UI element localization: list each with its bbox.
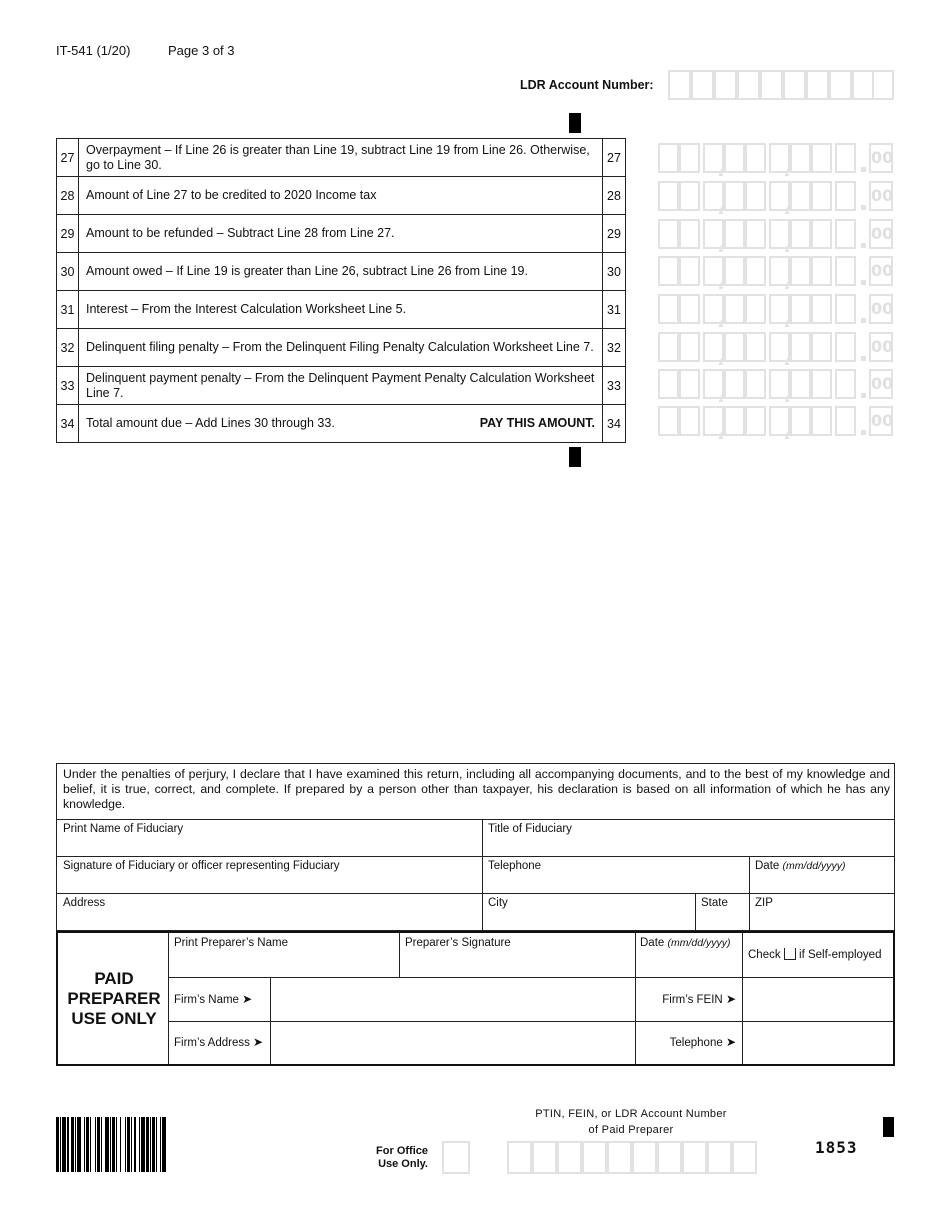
digit-box <box>658 219 679 249</box>
preparer-name-label: Print Preparer’s Name <box>174 937 288 949</box>
cents-box: 00 <box>869 369 893 399</box>
registration-mark-top <box>569 113 581 133</box>
ptin-digit-box <box>682 1141 707 1174</box>
arrow-right-icon: ➤ <box>242 992 253 1006</box>
ptin-digit-box <box>582 1141 607 1174</box>
digit-box <box>745 143 766 173</box>
cents-box: 00 <box>869 332 893 362</box>
digit-box <box>679 181 700 211</box>
line-number-right: 32 <box>603 329 626 367</box>
fiduciary-telephone-label: Telephone <box>488 860 542 872</box>
firm-telephone-label-cell <box>635 1021 742 1064</box>
paid-preparer-heading-3: USE ONLY <box>71 1009 157 1028</box>
digit-box <box>679 406 700 436</box>
digit-box <box>835 294 856 324</box>
digit-box <box>790 369 811 399</box>
line-number-right: 27 <box>603 139 626 177</box>
digit-box <box>679 332 700 362</box>
arrow-right-icon: ➤ <box>725 992 736 1006</box>
line-row-28 <box>57 177 626 215</box>
ptin-digit-box <box>532 1141 557 1174</box>
fiduciary-name-field[interactable] <box>57 819 482 856</box>
self-employed-check-text: Check <box>748 949 781 961</box>
digit-box <box>811 294 832 324</box>
zip-field[interactable] <box>749 893 894 930</box>
paid-preparer-heading-2: PREPARER <box>67 989 161 1008</box>
ptin-digit-box <box>607 1141 632 1174</box>
self-employed-cell <box>742 933 893 977</box>
digit-box <box>658 143 679 173</box>
digit-box <box>811 369 832 399</box>
digit-box <box>790 181 811 211</box>
digit-box <box>745 369 766 399</box>
digit-box <box>658 406 679 436</box>
arrow-right-icon: ➤ <box>253 1035 264 1049</box>
city-field[interactable] <box>482 893 695 930</box>
digit-box <box>835 219 856 249</box>
digit-box <box>790 294 811 324</box>
fiduciary-date-label: Date <box>755 860 780 872</box>
digit-box <box>811 219 832 249</box>
digit-box <box>835 406 856 436</box>
digit-box <box>658 256 679 286</box>
line-number: 33 <box>57 367 79 405</box>
digit-box <box>724 143 745 173</box>
digit-box <box>790 406 811 436</box>
digit-box <box>724 406 745 436</box>
digit-box <box>724 181 745 211</box>
digit-box <box>835 181 856 211</box>
line-number-right: 31 <box>603 291 626 329</box>
cents-box: 00 <box>869 294 893 324</box>
fiduciary-name-label: Print Name of Fiduciary <box>63 823 184 835</box>
digit-box <box>790 219 811 249</box>
digit-box <box>745 219 766 249</box>
page-number: Page 3 of 3 <box>168 43 235 58</box>
state-field[interactable] <box>695 893 749 930</box>
digit-box <box>679 294 700 324</box>
digit-box <box>745 294 766 324</box>
digit-box <box>724 332 745 362</box>
decimal-point <box>861 430 866 435</box>
line-description: Amount of Line 27 to be credited to 2020 Income tax <box>79 177 603 215</box>
ptin-digit-box <box>632 1141 657 1174</box>
tax-lines-table <box>56 138 626 443</box>
line-34-text: Total amount due – Add Lines 30 through 33. <box>86 416 335 430</box>
firm-fein-label-cell <box>635 977 742 1021</box>
digit-box <box>811 256 832 286</box>
preparer-date-format: (mm/dd/yyyy) <box>667 937 731 949</box>
decimal-point <box>861 393 866 398</box>
ldr-account-label: LDR Account Number: <box>520 78 654 92</box>
paid-preparer-heading <box>58 969 170 1029</box>
fiduciary-title-field[interactable] <box>482 819 894 856</box>
line-number: 28 <box>57 177 79 215</box>
cents-box: 00 <box>869 181 893 211</box>
city-label: City <box>488 897 508 909</box>
line-number: 32 <box>57 329 79 367</box>
digit-box <box>658 369 679 399</box>
digit-box <box>724 369 745 399</box>
office-use-box <box>442 1141 470 1174</box>
ptin-digit-box <box>507 1141 532 1174</box>
fiduciary-title-label: Title of Fiduciary <box>488 823 572 835</box>
firm-address-input[interactable] <box>270 1021 635 1064</box>
zip-label: ZIP <box>755 897 773 909</box>
arrow-right-icon: ➤ <box>725 1035 736 1049</box>
digit-box <box>790 143 811 173</box>
registration-mark-bottom <box>883 1117 894 1137</box>
digit-box <box>745 406 766 436</box>
self-employed-check-text-2: if Self-employed <box>799 949 882 961</box>
paid-preparer-block <box>56 931 895 1066</box>
digit-box <box>835 369 856 399</box>
digit-box <box>811 406 832 436</box>
line-row-33 <box>57 367 626 405</box>
digit-box <box>745 181 766 211</box>
line-number: 30 <box>57 253 79 291</box>
digit-box <box>790 332 811 362</box>
digit-box <box>835 256 856 286</box>
pay-this-amount: PAY THIS AMOUNT. <box>479 416 595 430</box>
ptin-digit-box <box>557 1141 582 1174</box>
line-description: Interest – From the Interest Calculation Worksheet Line 5. <box>79 291 603 329</box>
firm-name-label-cell <box>168 977 270 1021</box>
digit-box <box>658 294 679 324</box>
digit-box <box>658 332 679 362</box>
preparer-date-field[interactable] <box>635 933 742 977</box>
cents-box: 00 <box>869 256 893 286</box>
firm-name-input[interactable] <box>270 977 635 1021</box>
line-description: Delinquent filing penalty – From the Delinquent Filing Penalty Calculation Worksheet Line 7. <box>79 329 603 367</box>
line-number: 29 <box>57 215 79 253</box>
line-row-30 <box>57 253 626 291</box>
fiduciary-signature-label: Signature of Fiduciary or officer representing Fiduciary <box>63 860 340 872</box>
office-use-line1: For Office <box>376 1145 428 1157</box>
digit-box <box>811 143 832 173</box>
paid-preparer-heading-1: PAID <box>94 969 134 988</box>
firm-address-label-cell <box>168 1021 270 1064</box>
ptin-digit-box <box>657 1141 682 1174</box>
ptin-label-line1: PTIN, FEIN, or LDR Account Number <box>535 1108 727 1120</box>
digit-box <box>679 369 700 399</box>
decimal-point <box>861 280 866 285</box>
digit-box <box>835 143 856 173</box>
digit-box <box>724 256 745 286</box>
barcode <box>56 1117 206 1172</box>
fiduciary-signature-field[interactable] <box>57 856 482 893</box>
digit-box <box>835 332 856 362</box>
digit-box <box>745 256 766 286</box>
ptin-label <box>505 1106 757 1138</box>
line-number: 27 <box>57 139 79 177</box>
decimal-point <box>861 318 866 323</box>
digit-box <box>679 256 700 286</box>
self-employed-checkbox[interactable] <box>784 948 796 960</box>
fiduciary-telephone-field[interactable] <box>482 856 749 893</box>
decimal-point <box>861 205 866 210</box>
preparer-signature-label: Preparer’s Signature <box>405 937 511 949</box>
line-row-34 <box>57 405 626 443</box>
digit-box <box>679 143 700 173</box>
line-row-27 <box>57 139 626 177</box>
line-description <box>79 405 603 443</box>
line-row-29 <box>57 215 626 253</box>
ptin-label-line2: of Paid Preparer <box>588 1124 674 1136</box>
firm-fein-input[interactable] <box>742 977 893 1021</box>
line-row-31 <box>57 291 626 329</box>
decimal-point <box>861 356 866 361</box>
declaration-block <box>56 763 895 931</box>
line-number-right: 30 <box>603 253 626 291</box>
digit-box <box>724 219 745 249</box>
form-code: 1853 <box>815 1138 858 1157</box>
ptin-digit-box <box>732 1141 757 1174</box>
date-format-hint: (mm/dd/yyyy) <box>782 860 846 872</box>
line-number-right: 33 <box>603 367 626 405</box>
registration-mark-mid <box>569 447 581 467</box>
digit-box <box>679 219 700 249</box>
digit-box <box>790 256 811 286</box>
digit-box <box>811 332 832 362</box>
digit-box <box>724 294 745 324</box>
preparer-date-label: Date <box>640 937 665 949</box>
fiduciary-date-field[interactable] <box>749 856 894 893</box>
firm-name-label: Firm’s Name <box>174 994 239 1006</box>
preparer-signature-field[interactable] <box>399 933 635 977</box>
cents-box: 00 <box>869 143 893 173</box>
office-use-line2: Use Only. <box>378 1158 428 1170</box>
line-number-right: 28 <box>603 177 626 215</box>
ptin-digit-box <box>707 1141 732 1174</box>
office-use-label <box>360 1145 428 1171</box>
decimal-point <box>861 243 866 248</box>
decimal-point <box>861 167 866 172</box>
address-field[interactable] <box>57 893 482 930</box>
cents-box: 00 <box>869 219 893 249</box>
line-number-right: 34 <box>603 405 626 443</box>
line-description: Amount to be refunded – Subtract Line 28 from Line 27. <box>79 215 603 253</box>
line-description: Amount owed – If Line 19 is greater than Line 26, subtract Line 26 from Line 19. <box>79 253 603 291</box>
perjury-declaration: Under the penalties of perjury, I declare that I have examined this return, including all accompanying documents, and to the best of my knowledge and belief, it is true, correct, and complete. If prepared by a person other than taxpayer, his declaration is based on all information of which he has any knowledge. <box>63 767 890 811</box>
line-number: 34 <box>57 405 79 443</box>
digit-box <box>745 332 766 362</box>
digit-box <box>811 181 832 211</box>
cents-box: 00 <box>869 406 893 436</box>
line-number: 31 <box>57 291 79 329</box>
firm-address-label: Firm’s Address <box>174 1037 250 1049</box>
address-label: Address <box>63 897 106 909</box>
line-number-right: 29 <box>603 215 626 253</box>
state-label: State <box>701 897 728 909</box>
line-description: Overpayment – If Line 26 is greater than Line 19, subtract Line 19 from Line 26. Otherwise, go to Line 30. <box>79 139 603 177</box>
firm-telephone-label: Telephone <box>669 1037 723 1049</box>
line-description: Delinquent payment penalty – From the Delinquent Payment Penalty Calculation Worksheet Line 7. <box>79 367 603 405</box>
line-row-32 <box>57 329 626 367</box>
form-id: IT-541 (1/20) <box>56 43 131 58</box>
firm-telephone-input[interactable] <box>742 1021 893 1064</box>
preparer-name-field[interactable] <box>168 933 399 977</box>
digit-box <box>658 181 679 211</box>
firm-fein-label: Firm’s FEIN <box>662 994 723 1006</box>
